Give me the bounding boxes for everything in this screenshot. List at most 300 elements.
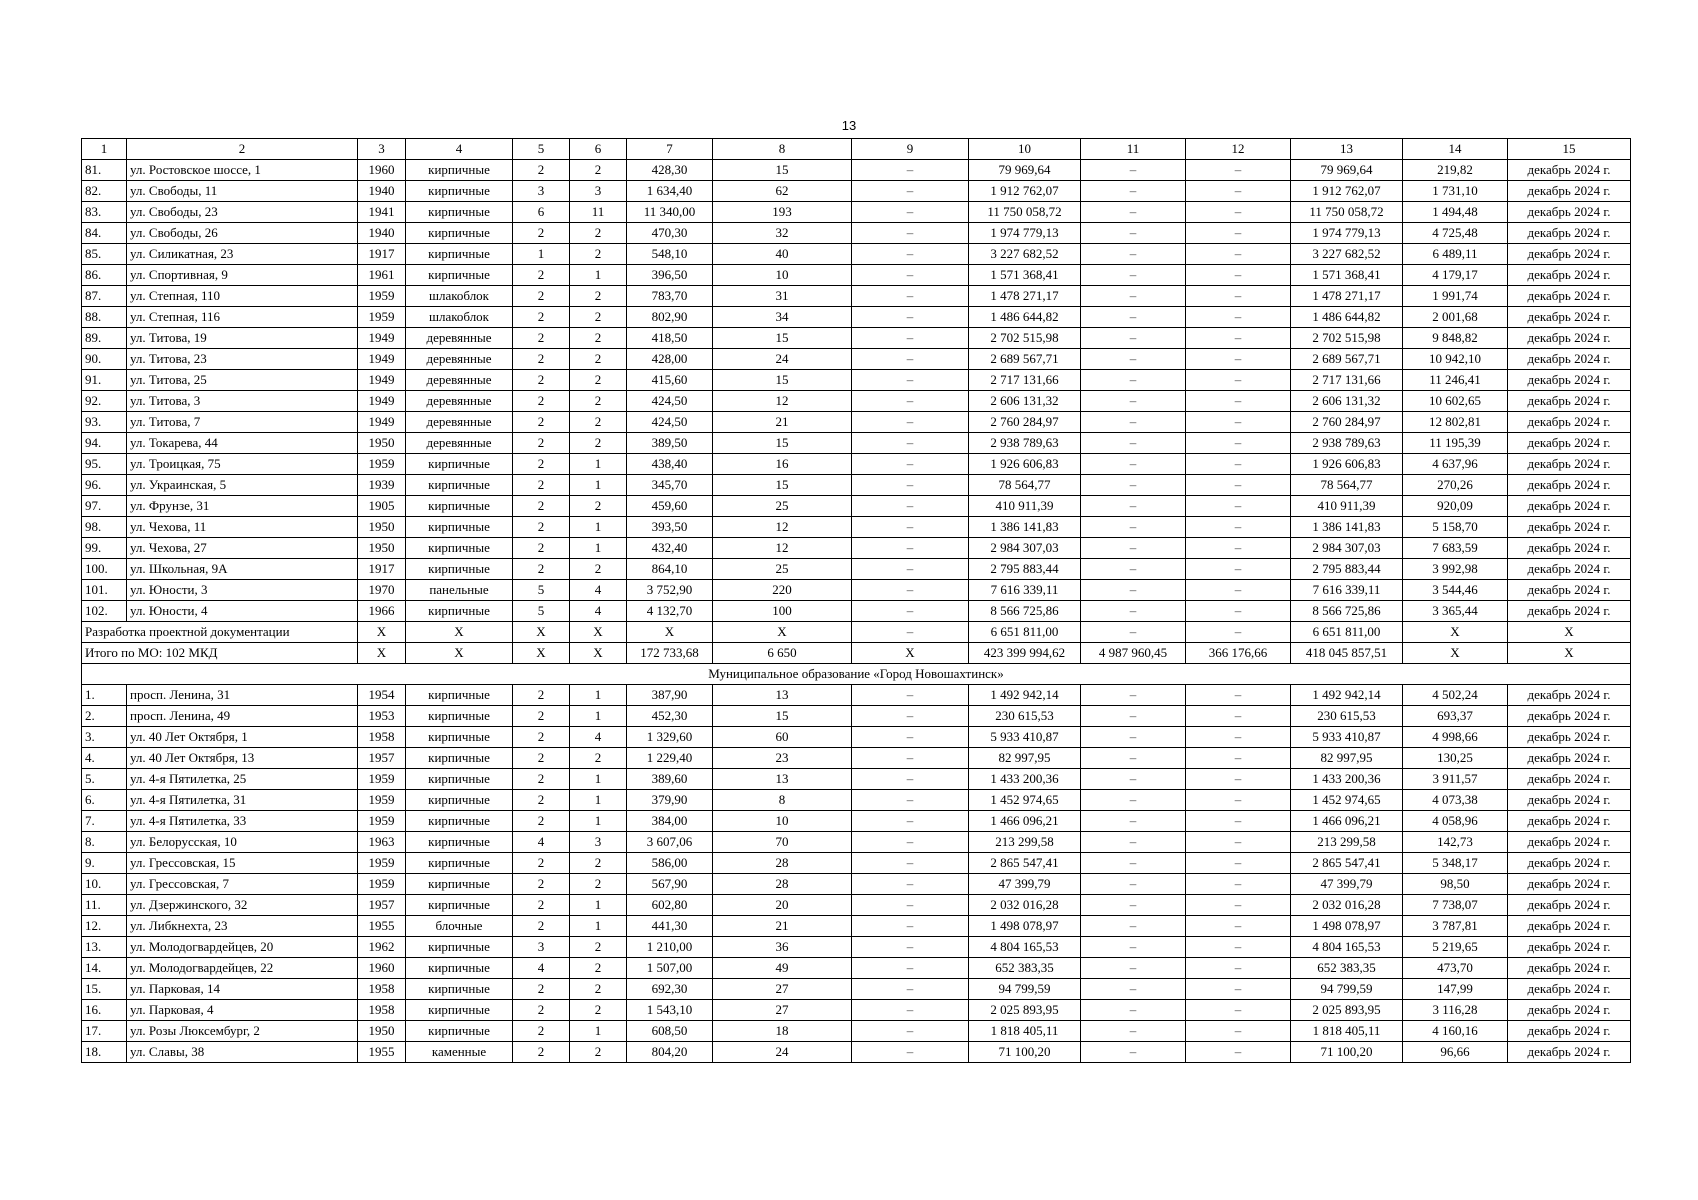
table-cell: 1 <box>570 538 627 559</box>
table-cell: 2 717 131,66 <box>1291 370 1403 391</box>
table-cell: 1958 <box>358 727 406 748</box>
table-cell: кирпичные <box>406 265 513 286</box>
table-cell: 36 <box>713 937 852 958</box>
table-cell: 2 <box>570 496 627 517</box>
table-cell: – <box>852 937 969 958</box>
table-cell: 8 <box>713 139 852 160</box>
table-cell: декабрь 2024 г. <box>1508 475 1631 496</box>
table-cell: – <box>852 1000 969 1021</box>
table-cell: Х <box>627 622 713 643</box>
table-cell: 11 246,41 <box>1403 370 1508 391</box>
table-row <box>82 223 1631 244</box>
table-cell: 1953 <box>358 706 406 727</box>
table-cell: 1949 <box>358 349 406 370</box>
table-cell: ул. Молодогвардейцев, 20 <box>127 937 358 958</box>
table-cell: 96,66 <box>1403 1042 1508 1063</box>
table-cell: – <box>1186 538 1291 559</box>
housing-registry-table <box>81 138 1631 1063</box>
table-cell: 12. <box>82 916 127 937</box>
table-cell: – <box>852 601 969 622</box>
table-cell: 9 848,82 <box>1403 328 1508 349</box>
table-cell: 470,30 <box>627 223 713 244</box>
table-cell: ул. Токарева, 44 <box>127 433 358 454</box>
table-cell: – <box>852 622 969 643</box>
table-cell: – <box>1186 181 1291 202</box>
table-cell: 1950 <box>358 538 406 559</box>
table-cell: кирпичные <box>406 790 513 811</box>
table-row <box>82 706 1631 727</box>
table-cell: 7 <box>627 139 713 160</box>
table-cell: – <box>1081 769 1186 790</box>
table-cell: – <box>1186 412 1291 433</box>
table-cell: кирпичные <box>406 496 513 517</box>
table-cell: 8. <box>82 832 127 853</box>
table-cell: кирпичные <box>406 727 513 748</box>
table-cell: – <box>1081 622 1186 643</box>
table-cell: 3 <box>570 181 627 202</box>
table-cell: – <box>1081 538 1186 559</box>
table-cell: Х <box>1508 622 1631 643</box>
table-cell: 9 <box>852 139 969 160</box>
table-cell: – <box>852 1042 969 1063</box>
table-row <box>82 370 1631 391</box>
table-cell: 2 <box>513 328 570 349</box>
table-body <box>82 139 1631 1063</box>
table-cell: 86. <box>82 265 127 286</box>
table-cell: 1 486 644,82 <box>1291 307 1403 328</box>
table-cell: 2 <box>570 853 627 874</box>
table-cell: 14 <box>1403 139 1508 160</box>
table-cell: 366 176,66 <box>1186 643 1291 664</box>
table-cell: 2 <box>513 769 570 790</box>
table-cell: – <box>852 433 969 454</box>
table-cell: декабрь 2024 г. <box>1508 748 1631 769</box>
table-cell: 1 974 779,13 <box>1291 223 1403 244</box>
table-cell: 1 926 606,83 <box>1291 454 1403 475</box>
table-cell: 4. <box>82 748 127 769</box>
table-cell: 2 606 131,32 <box>969 391 1081 412</box>
table-cell: 418,50 <box>627 328 713 349</box>
table-cell: декабрь 2024 г. <box>1508 454 1631 475</box>
table-cell: ул. Чехова, 11 <box>127 517 358 538</box>
table-cell: – <box>1081 202 1186 223</box>
table-cell: – <box>1186 517 1291 538</box>
table-cell: 24 <box>713 349 852 370</box>
table-cell: кирпичные <box>406 475 513 496</box>
table-cell: 1917 <box>358 559 406 580</box>
table-cell: Х <box>713 622 852 643</box>
table-cell: деревянные <box>406 433 513 454</box>
table-cell: 424,50 <box>627 391 713 412</box>
table-cell: ул. Спортивная, 9 <box>127 265 358 286</box>
table-cell: 2 <box>570 391 627 412</box>
table-cell: 1959 <box>358 790 406 811</box>
table-cell: 2 <box>570 223 627 244</box>
table-cell: – <box>1186 1042 1291 1063</box>
table-cell: 2 <box>570 160 627 181</box>
table-cell: – <box>1186 769 1291 790</box>
table-cell: 2 <box>513 706 570 727</box>
table-cell: 1 731,10 <box>1403 181 1508 202</box>
table-cell: ул. Школьная, 9А <box>127 559 358 580</box>
table-cell: 2 <box>513 811 570 832</box>
table-cell: – <box>1186 979 1291 1000</box>
table-cell: Х <box>1403 622 1508 643</box>
table-cell: – <box>1186 349 1291 370</box>
table-cell: 1963 <box>358 832 406 853</box>
table-cell: 11 750 058,72 <box>1291 202 1403 223</box>
table-cell: – <box>852 580 969 601</box>
table-cell: декабрь 2024 г. <box>1508 202 1631 223</box>
table-cell: – <box>1186 475 1291 496</box>
table-cell: – <box>1081 244 1186 265</box>
table-cell: 32 <box>713 223 852 244</box>
table-cell: 4 <box>570 601 627 622</box>
table-row <box>82 349 1631 370</box>
table-cell: – <box>1186 790 1291 811</box>
table-cell: 7 683,59 <box>1403 538 1508 559</box>
table-cell: 10 <box>969 139 1081 160</box>
table-cell: 23 <box>713 748 852 769</box>
table-cell: – <box>1186 202 1291 223</box>
table-cell: декабрь 2024 г. <box>1508 370 1631 391</box>
table-row <box>82 181 1631 202</box>
table-cell: 79 969,64 <box>969 160 1081 181</box>
table-cell: ул. Степная, 116 <box>127 307 358 328</box>
table-cell: 1 433 200,36 <box>969 769 1081 790</box>
table-cell: ул. Титова, 23 <box>127 349 358 370</box>
table-cell: – <box>852 307 969 328</box>
table-cell: 8 566 725,86 <box>969 601 1081 622</box>
table-cell: 802,90 <box>627 307 713 328</box>
table-cell: 1961 <box>358 265 406 286</box>
table-cell: Х <box>358 622 406 643</box>
table-cell: 396,50 <box>627 265 713 286</box>
table-cell: кирпичные <box>406 517 513 538</box>
table-cell: 4 998,66 <box>1403 727 1508 748</box>
table-cell: 4 073,38 <box>1403 790 1508 811</box>
table-cell: – <box>1081 370 1186 391</box>
table-cell: 410 911,39 <box>969 496 1081 517</box>
table-cell: 71 100,20 <box>969 1042 1081 1063</box>
table-cell: 1 210,00 <box>627 937 713 958</box>
table-cell: декабрь 2024 г. <box>1508 391 1631 412</box>
table-cell: кирпичные <box>406 223 513 244</box>
table-cell: декабрь 2024 г. <box>1508 349 1631 370</box>
table-row <box>82 160 1631 181</box>
table-cell: – <box>1186 895 1291 916</box>
table-cell: декабрь 2024 г. <box>1508 727 1631 748</box>
table-cell: 15 <box>1508 139 1631 160</box>
table-cell: 423 399 994,62 <box>969 643 1081 664</box>
table-cell: 1 492 942,14 <box>969 685 1081 706</box>
table-cell: 15 <box>713 475 852 496</box>
table-cell: просп. Ленина, 31 <box>127 685 358 706</box>
table-cell: 3 787,81 <box>1403 916 1508 937</box>
table-cell: 1957 <box>358 748 406 769</box>
table-cell: – <box>852 790 969 811</box>
table-cell: 1950 <box>358 517 406 538</box>
table-cell: 1960 <box>358 958 406 979</box>
table-cell: 2 <box>513 853 570 874</box>
table-cell: 95. <box>82 454 127 475</box>
table-cell: ул. Титова, 25 <box>127 370 358 391</box>
table-cell: 1 <box>570 811 627 832</box>
table-cell: 393,50 <box>627 517 713 538</box>
table-cell: декабрь 2024 г. <box>1508 769 1631 790</box>
table-cell: 387,90 <box>627 685 713 706</box>
table-cell: кирпичные <box>406 1000 513 1021</box>
table-cell: 432,40 <box>627 538 713 559</box>
table-cell: 24 <box>713 1042 852 1063</box>
table-cell: – <box>1186 832 1291 853</box>
table-cell: 213 299,58 <box>969 832 1081 853</box>
table-cell: – <box>852 160 969 181</box>
table-cell: – <box>852 748 969 769</box>
table-cell: кирпичные <box>406 1021 513 1042</box>
table-cell: 2 <box>513 286 570 307</box>
table-cell: – <box>852 916 969 937</box>
table-cell: 2 025 893,95 <box>969 1000 1081 1021</box>
table-cell: 16. <box>82 1000 127 1021</box>
table-cell: декабрь 2024 г. <box>1508 328 1631 349</box>
table-cell: 1949 <box>358 328 406 349</box>
table-cell: 4 <box>406 139 513 160</box>
table-cell: – <box>852 286 969 307</box>
table-cell: 87. <box>82 286 127 307</box>
table-cell: – <box>1081 517 1186 538</box>
table-cell: 28 <box>713 853 852 874</box>
table-cell: 1 452 974,65 <box>1291 790 1403 811</box>
table-cell: 3 <box>513 937 570 958</box>
table-cell: 6 650 <box>713 643 852 664</box>
table-cell: – <box>1186 307 1291 328</box>
table-cell: 2 <box>513 538 570 559</box>
table-cell: – <box>852 727 969 748</box>
table-cell: – <box>852 895 969 916</box>
table-cell: – <box>1081 811 1186 832</box>
table-cell: 2 <box>513 979 570 1000</box>
table-cell: 1959 <box>358 811 406 832</box>
table-cell: 1905 <box>358 496 406 517</box>
table-cell: 1959 <box>358 769 406 790</box>
table-row <box>82 580 1631 601</box>
table-row <box>82 979 1631 1000</box>
table-cell: 2 <box>513 790 570 811</box>
table-cell: 2 <box>570 559 627 580</box>
table-cell: – <box>1186 916 1291 937</box>
table-cell: – <box>1081 559 1186 580</box>
table-cell: 415,60 <box>627 370 713 391</box>
table-cell: 47 399,79 <box>969 874 1081 895</box>
table-cell: 1 634,40 <box>627 181 713 202</box>
table-cell: 85. <box>82 244 127 265</box>
table-cell: 2 <box>513 727 570 748</box>
table-cell: 2 702 515,98 <box>1291 328 1403 349</box>
table-cell: 1949 <box>358 370 406 391</box>
table-cell: – <box>852 538 969 559</box>
table-cell: Х <box>570 643 627 664</box>
table-cell: 692,30 <box>627 979 713 1000</box>
table-cell: – <box>852 832 969 853</box>
table-cell: 10. <box>82 874 127 895</box>
table-cell: – <box>1186 559 1291 580</box>
table-cell: 15 <box>713 433 852 454</box>
table-cell: – <box>1186 328 1291 349</box>
table-cell: – <box>1186 1000 1291 1021</box>
table-row <box>82 769 1631 790</box>
table-cell: кирпичные <box>406 160 513 181</box>
table-cell: 6. <box>82 790 127 811</box>
table-cell: – <box>1081 706 1186 727</box>
table-cell: ул. Чехова, 27 <box>127 538 358 559</box>
table-cell: ул. Юности, 3 <box>127 580 358 601</box>
table-cell: 1 818 405,11 <box>1291 1021 1403 1042</box>
table-cell: 82 997,95 <box>1291 748 1403 769</box>
table-cell: – <box>1186 370 1291 391</box>
table-cell: 424,50 <box>627 412 713 433</box>
table-cell: 1940 <box>358 223 406 244</box>
table-cell: Х <box>358 643 406 664</box>
table-cell: – <box>1081 328 1186 349</box>
table-cell: – <box>852 370 969 391</box>
table-cell: – <box>852 958 969 979</box>
table-cell: 1959 <box>358 853 406 874</box>
table-cell: 15. <box>82 979 127 1000</box>
table-cell: кирпичные <box>406 181 513 202</box>
table-cell: каменные <box>406 1042 513 1063</box>
table-cell: 4 804 165,53 <box>1291 937 1403 958</box>
table-cell: 2 <box>513 517 570 538</box>
table-cell: Муниципальное образование «Город Новошахтинск» <box>82 664 1631 685</box>
table-cell: 5 933 410,87 <box>1291 727 1403 748</box>
table-cell: 6 489,11 <box>1403 244 1508 265</box>
table-cell: ул. Грессовская, 7 <box>127 874 358 895</box>
table-cell: 2 717 131,66 <box>969 370 1081 391</box>
table-cell: 101. <box>82 580 127 601</box>
table-cell: 14. <box>82 958 127 979</box>
table-cell: – <box>1081 412 1186 433</box>
table-cell: 2 <box>570 937 627 958</box>
table-cell: 47 399,79 <box>1291 874 1403 895</box>
table-cell: 15 <box>713 160 852 181</box>
table-cell: 27 <box>713 1000 852 1021</box>
table-cell: – <box>852 685 969 706</box>
table-row <box>82 265 1631 286</box>
table-cell: Х <box>1508 643 1631 664</box>
table-cell: 4 <box>570 727 627 748</box>
table-cell: 88. <box>82 307 127 328</box>
table-cell: 1950 <box>358 1021 406 1042</box>
table-row <box>82 328 1631 349</box>
table-cell: – <box>1081 748 1186 769</box>
design-documentation-row <box>82 622 1631 643</box>
table-cell: – <box>1081 958 1186 979</box>
table-cell: 97. <box>82 496 127 517</box>
table-cell: – <box>1186 685 1291 706</box>
table-cell: 82 997,95 <box>969 748 1081 769</box>
table-cell: 2 <box>513 265 570 286</box>
table-cell: декабрь 2024 г. <box>1508 496 1631 517</box>
table-row <box>82 790 1631 811</box>
table-cell: кирпичные <box>406 559 513 580</box>
table-row <box>82 832 1631 853</box>
table-cell: 1954 <box>358 685 406 706</box>
table-cell: – <box>852 328 969 349</box>
table-cell: – <box>1081 853 1186 874</box>
table-cell: просп. Ленина, 49 <box>127 706 358 727</box>
table-cell: 100 <box>713 601 852 622</box>
table-cell: 567,90 <box>627 874 713 895</box>
table-cell: 3 227 682,52 <box>1291 244 1403 265</box>
table-row <box>82 517 1631 538</box>
table-cell: 3 <box>570 832 627 853</box>
table-cell: кирпичные <box>406 202 513 223</box>
table-cell: 2 <box>570 244 627 265</box>
table-cell: 92. <box>82 391 127 412</box>
table-cell: 1 <box>513 244 570 265</box>
table-cell: декабрь 2024 г. <box>1508 559 1631 580</box>
table-cell: 1941 <box>358 202 406 223</box>
table-cell: 2 <box>570 307 627 328</box>
table-cell: – <box>1081 475 1186 496</box>
table-cell: 13 <box>1291 139 1403 160</box>
table-cell: 2 760 284,97 <box>1291 412 1403 433</box>
table-cell: 10 <box>713 265 852 286</box>
table-row <box>82 937 1631 958</box>
table-cell: кирпичные <box>406 832 513 853</box>
table-cell: кирпичные <box>406 769 513 790</box>
table-cell: 71 100,20 <box>1291 1042 1403 1063</box>
table-cell: кирпичные <box>406 811 513 832</box>
table-cell: – <box>852 349 969 370</box>
table-cell: 2 <box>513 412 570 433</box>
table-cell: 79 969,64 <box>1291 160 1403 181</box>
table-row <box>82 958 1631 979</box>
table-cell: Разработка проектной документации <box>82 622 358 643</box>
table-cell: 1 498 078,97 <box>1291 916 1403 937</box>
table-cell: 99. <box>82 538 127 559</box>
table-cell: 2 795 883,44 <box>1291 559 1403 580</box>
table-cell: 70 <box>713 832 852 853</box>
table-cell: Х <box>513 643 570 664</box>
table-cell: 4 <box>570 580 627 601</box>
table-cell: 2 <box>570 328 627 349</box>
table-cell: 219,82 <box>1403 160 1508 181</box>
table-cell: 17. <box>82 1021 127 1042</box>
table-cell: ул. Титова, 3 <box>127 391 358 412</box>
table-row <box>82 244 1631 265</box>
table-cell: Х <box>406 622 513 643</box>
table-cell: – <box>852 811 969 832</box>
table-cell: 98. <box>82 517 127 538</box>
table-row <box>82 433 1631 454</box>
table-cell: – <box>1081 979 1186 1000</box>
table-cell: 1 <box>570 265 627 286</box>
table-cell: – <box>852 265 969 286</box>
table-cell: 1. <box>82 685 127 706</box>
table-cell: Х <box>513 622 570 643</box>
table-cell: 1 507,00 <box>627 958 713 979</box>
table-row <box>82 559 1631 580</box>
table-cell: 2 865 547,41 <box>969 853 1081 874</box>
table-cell: декабрь 2024 г. <box>1508 874 1631 895</box>
table-cell: 130,25 <box>1403 748 1508 769</box>
table-row <box>82 1000 1631 1021</box>
table-cell: 1955 <box>358 916 406 937</box>
table-cell: 8 <box>713 790 852 811</box>
table-cell: – <box>1186 811 1291 832</box>
